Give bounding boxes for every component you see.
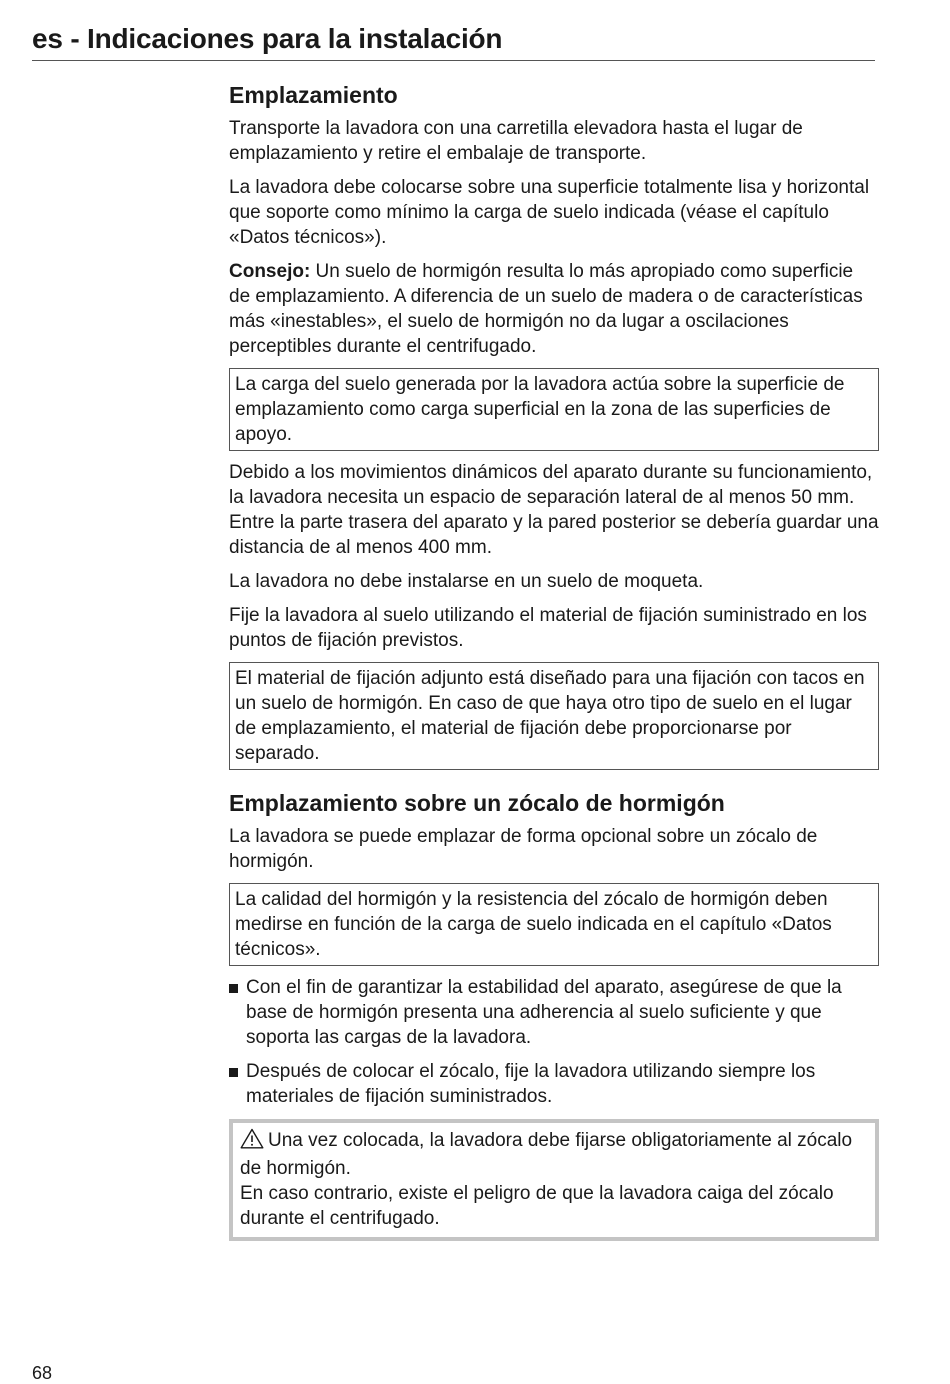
- note-box: [229, 883, 879, 966]
- paragraph: La lavadora se puede emplazar de forma opcional sobre un zócalo de hormigón.: [229, 826, 818, 872]
- paragraph: La lavadora debe colocarse sobre una superficie totalmente lisa y horizontal que soporte como mínimo la carga de suelo indicada (véase el capítulo «Datos técnicos»).: [229, 177, 870, 248]
- square-bullet-icon: [229, 984, 238, 993]
- square-bullet-icon: [229, 1068, 238, 1077]
- list-item: [229, 975, 879, 1050]
- tip-paragraph: [229, 259, 879, 359]
- list-item-text: Después de colocar el zócalo, fije la lavadora utilizando siempre los materiales de fijación suministrados.: [246, 1061, 816, 1107]
- list-item-text: Con el fin de garantizar la estabilidad del aparato, asegúrese de que la base de hormigón presenta una adherencia al suelo suficiente y que soporta las cargas de la lavadora.: [246, 977, 842, 1048]
- main-content: [229, 80, 879, 1241]
- warning-line: En caso contrario, existe el peligro de que la lavadora caiga del zócalo durante el centrifugado.: [240, 1183, 834, 1229]
- section-heading-emplazamiento: Emplazamiento: [229, 82, 398, 108]
- tip-text: Un suelo de hormigón resulta lo más apropiado como superficie de emplazamiento. A diferencia de un suelo de madera o de características más «inestables», el suelo de hormigón no da lugar a oscilaciones perceptibles durante el centrifugado.: [229, 261, 863, 357]
- bullet-list: [229, 975, 879, 1109]
- page-title: es - Indicaciones para la instalación: [32, 23, 503, 54]
- tip-label: Consejo:: [229, 261, 311, 282]
- list-item: [229, 1059, 879, 1109]
- note-text: La carga del suelo generada por la lavadora actúa sobre la superficie de emplazamiento como carga superficial en la zona de las superficies de apoyo.: [235, 374, 845, 445]
- paragraph: Fije la lavadora al suelo utilizando el material de fijación suministrado en los puntos de fijación previstos.: [229, 605, 867, 651]
- page-header: [32, 22, 875, 61]
- warning-box: [229, 1119, 879, 1241]
- page-number: 68: [32, 1363, 53, 1383]
- note-text: El material de fijación adjunto está diseñado para una fijación con tacos en un suelo de hormigón. En caso de que haya otro tipo de suelo en el lugar de emplazamiento, el material de fijación debe proporcionarse por separado.: [235, 668, 865, 764]
- warning-triangle-icon: [240, 1128, 264, 1156]
- section-heading-zocalo: Emplazamiento sobre un zócalo de hormigón: [229, 790, 725, 816]
- paragraph: Debido a los movimientos dinámicos del aparato durante su funcionamiento, la lavadora necesita un espacio de separación lateral de al menos 50 mm. Entre la parte trasera del aparato y la pared posterior se debería guardar una distancia de al menos 400 mm.: [229, 462, 879, 558]
- warning-text: Una vez colocada, la lavadora debe fijarse obligatoriamente al zócalo de hormigón.: [240, 1130, 853, 1179]
- paragraph: Transporte la lavadora con una carretilla elevadora hasta el lugar de emplazamiento y retire el embalaje de transporte.: [229, 118, 803, 164]
- warning-line: [240, 1128, 865, 1181]
- note-text: La calidad del hormigón y la resistencia del zócalo de hormigón deben medirse en función de la carga de suelo indicada en el capítulo «Datos técnicos».: [235, 889, 832, 960]
- paragraph: La lavadora no debe instalarse en un suelo de moqueta.: [229, 571, 704, 592]
- note-box: [229, 662, 879, 770]
- note-box: [229, 368, 879, 451]
